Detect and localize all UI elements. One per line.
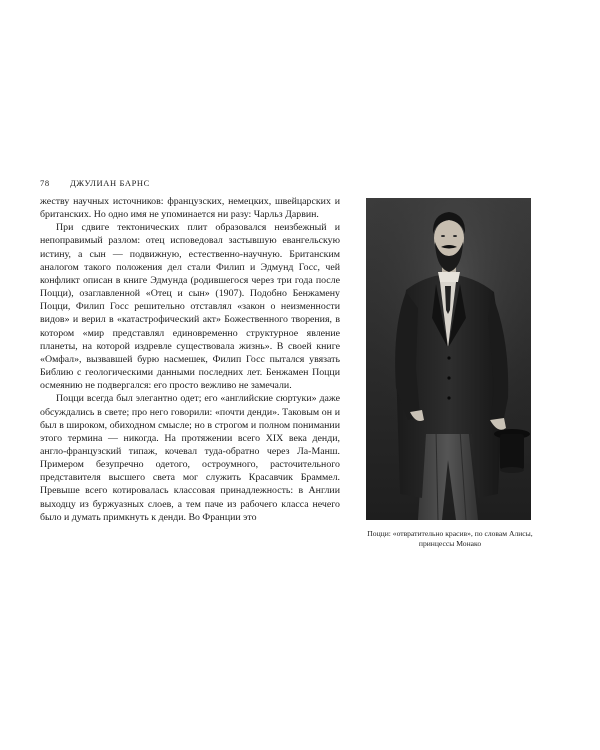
body-text <box>40 195 340 524</box>
portrait-illustration <box>366 198 531 520</box>
paragraph: жеству научных источников: французских, немецких, швейцарских и британских. Но одно имя не упоминается ни разу: Чарльз Дарвин. <box>40 196 340 221</box>
paragraph: При сдвиге тектонических плит образовался неизбежный и непоправимый разлом: отец исповедовал застывшую евангельскую истину, а сын — подвижную, естественно-научную. Британским аналогом такого положения дел стали Филип и Эдмунд Госс, чей конфликт описан в книге Эдмунда (родившегося через три года после Поцци), озаглавленной «Отец и сын» (1907). Подобно Бенжамену Поцци, Филип Госс решительно отставлял «закон о неизменности видов» и верил в «катастрофический акт» Божественного творения, в котором «мир представлял единовременно структурное явление планеты, на которой издревле существовала жизнь». В своей книге «Омфал», вызвавшей бурю насмешек, Филип Госс пытался увязать Библию с геологическими данными последних лет. Бенжамен Поцци осмеянию не подвергался: его просто вежливо не замечали. <box>40 222 340 392</box>
page-number: 78 <box>40 178 50 188</box>
portrait-photo <box>366 198 531 520</box>
paragraph: Поцци всегда был элегантно одет; его «английские сюртуки» даже обсуждались в свете; про него говорили: «почти денди». Таковым он и был в широком, обиходном смысле; но в строгом и полном понимании этого термина — никогда. На протяжении всего XIX века денди, англо-французский типаж, кочевал туда-обратно через Ла-Манш. Примером безупречно одетого, остроумного, расточительного представителя высшего света мог служить Красавчик Браммел. Превыше всего котировалась классовая принадлежность: в Англии выходцу из буржуазных слоев, а тем паче из рабочего класса нечего было и думать примкнуть к денди. Во Франции это <box>40 393 340 523</box>
running-head <box>40 178 340 190</box>
figure-caption: Поцци: «отвратительно красив», по словам Алисы, принцессы Монако <box>367 529 533 548</box>
running-head-author: ДЖУЛИАН БАРНС <box>70 178 150 188</box>
